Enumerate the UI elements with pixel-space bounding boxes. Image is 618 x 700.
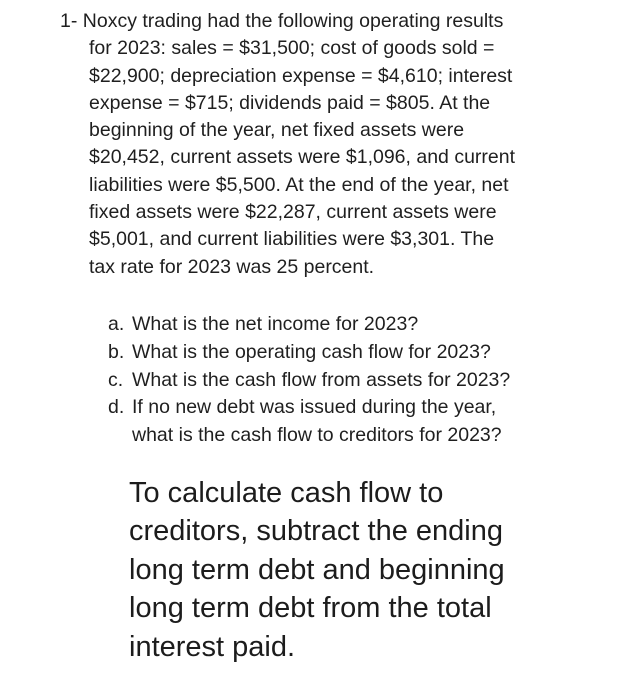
- question-list: [108, 311, 588, 450]
- note-line: long term debt from the total: [129, 592, 492, 625]
- question-c: [108, 367, 588, 395]
- answer-note: [129, 474, 599, 666]
- question-line: What is the cash flow from assets for 2023?: [132, 368, 511, 391]
- problem-line: liabilities were $5,500. At the end of the year, net: [89, 173, 509, 196]
- problem-first-line: [60, 8, 580, 35]
- problem-line: tax rate for 2023 was 25 percent.: [89, 255, 375, 278]
- question-letter: d.: [108, 396, 125, 419]
- problem-number: 1-: [60, 10, 78, 32]
- question-a: [108, 311, 588, 339]
- question-text: [132, 367, 588, 395]
- question-text: [132, 339, 588, 367]
- question-line: If no new debt was issued during the year,: [132, 396, 497, 419]
- problem-line: $20,452, current assets were $1,096, and current: [89, 146, 516, 169]
- note-line: creditors, subtract the ending: [129, 515, 503, 548]
- question-d: [108, 394, 588, 450]
- question-line: What is the operating cash flow for 2023?: [132, 340, 491, 363]
- question-b: [108, 339, 588, 367]
- problem-line: expense = $715; dividends paid = $805. At the: [89, 91, 491, 114]
- question-text: [132, 311, 588, 339]
- problem-line: $5,001, and current liabilities were $3,301. The: [89, 228, 495, 251]
- problem-line: for 2023: sales = $31,500; cost of goods sold =: [89, 37, 495, 60]
- question-letter: a.: [108, 313, 125, 335]
- note-line: long term debt and beginning: [129, 553, 505, 586]
- problem-line: fixed assets were $22,287, current assets were: [89, 201, 497, 224]
- problem-line: $22,900; depreciation expense = $4,610; interest: [89, 64, 513, 87]
- note-line: interest paid.: [129, 630, 296, 663]
- problem-statement: [60, 8, 580, 281]
- note-line: To calculate cash flow to: [129, 477, 444, 509]
- problem-line: beginning of the year, net fixed assets were: [89, 119, 465, 142]
- problem-body: [60, 35, 580, 281]
- question-text: [132, 394, 588, 450]
- question-line: what is the cash flow to creditors for 2023?: [132, 424, 502, 447]
- question-letter: b.: [108, 340, 125, 363]
- question-line: What is the net income for 2023?: [132, 313, 419, 335]
- question-letter: c.: [108, 368, 124, 391]
- problem-lead-text: Noxcy trading had the following operating results: [82, 10, 504, 32]
